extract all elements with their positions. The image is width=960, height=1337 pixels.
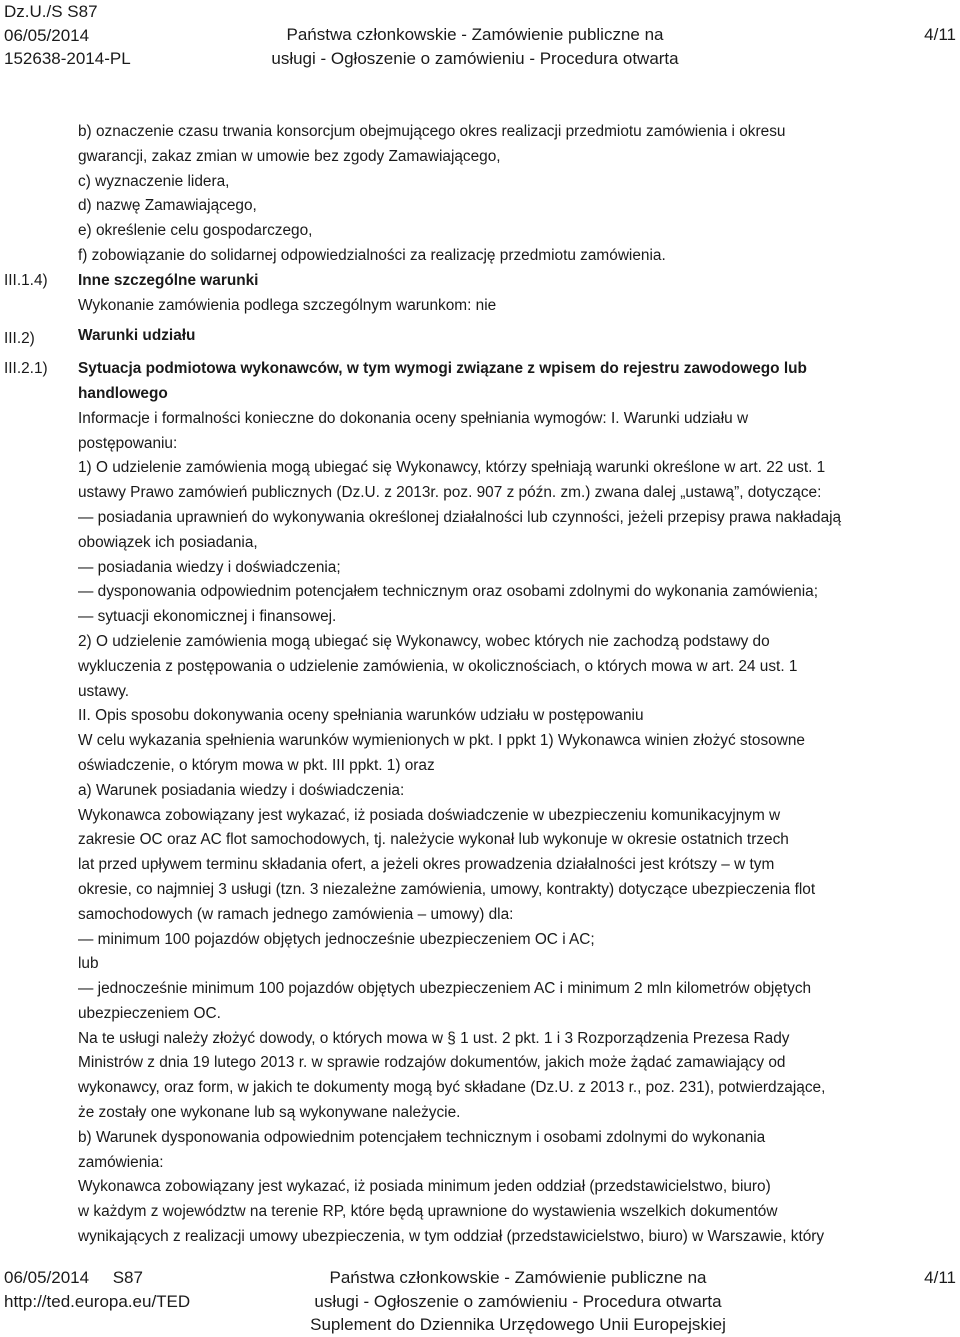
- text-line: 1) O udzielenie zamówienia mogą ubiegać się Wykonawcy, którzy spełniają warunki określone w art. 22 ust. 1: [78, 459, 826, 477]
- text-line: postępowaniu:: [78, 434, 178, 452]
- header-center-line1: Państwa członkowskie - Zamówienie publiczne na: [286, 25, 664, 44]
- text-line: lat przed upływem terminu składania ofert, a jeżeli okres prowadzenia działalności jest krótszy – w tym: [78, 856, 775, 874]
- text-line: okresie, co najmniej 3 usługi (tzn. 3 niezależne zamówienia, umowy, kontrakty) dotyczące ubezpieczenia flot: [78, 880, 816, 898]
- text-line: — sytuacji ekonomicznej i finansowej.: [78, 608, 337, 626]
- section-number-iii14: III.1.4): [4, 272, 48, 289]
- text-line: oświadczenie, o którym mowa w pkt. III ppkt. 1) oraz: [78, 756, 435, 774]
- journal-ref: Dz.U./S S87: [4, 2, 98, 21]
- page-header: [0, 0, 960, 72]
- text-line: — minimum 100 pojazdów objętych jednocześnie ubezpieczeniem OC i AC;: [78, 930, 595, 948]
- footer-date-issue: 06/05/2014 S87: [4, 1268, 143, 1287]
- header-date: 06/05/2014: [4, 25, 90, 45]
- text-line: — jednocześnie minimum 100 pojazdów objętych ubezpieczeniem AC i minimum 2 mln kilometrów objętych: [78, 980, 812, 998]
- header-page-number: 4/11: [924, 25, 956, 44]
- text-line: wynikających z realizacji umowy ubezpieczenia, w tym oddział (przedstawicielstwo, biuro) w Warszawie, który: [78, 1228, 825, 1246]
- text-line: wykluczenia z postępowania o udzielenie zamówienia, w okolicznościach, o których mowa w art. 24 ust. 1: [78, 657, 798, 675]
- footer-center-line2: usługi - Ogłoszenie o zamówieniu - Procedura otwarta: [314, 1291, 722, 1311]
- text-line: Wykonawca zobowiązany jest wykazać, iż posiada minimum jeden oddział (przedstawicielstwo, biuro): [78, 1178, 771, 1196]
- section-number-iii21: III.2.1): [4, 360, 48, 377]
- text-line: ustawy.: [78, 682, 130, 700]
- notice-ref: 152638-2014-PL: [4, 49, 131, 68]
- text-line: zamówienia:: [78, 1153, 164, 1171]
- text-line: c) wyznaczenie lidera,: [78, 172, 230, 190]
- document-body: [78, 120, 958, 1250]
- footer-center-line1: Państwa członkowskie - Zamówienie publiczne na: [329, 1268, 707, 1287]
- text-line: d) nazwę Zamawiającego,: [78, 197, 257, 215]
- section-title-participation: Warunki udziału: [78, 327, 196, 345]
- section-title-situation-cont: handlowego: [78, 384, 168, 402]
- text-line: Na te usługi należy złożyć dowody, o których mowa w § 1 ust. 2 pkt. 1 i 3 Rozporządzenia Prezesa Rady: [78, 1029, 790, 1047]
- text-line: b) oznaczenie czasu trwania konsorcjum obejmującego okres realizacji przedmiotu zamówienia i okresu: [78, 123, 786, 140]
- text-line: 2) O udzielenie zamówienia mogą ubiegać się Wykonawcy, wobec których nie zachodzą podstawy do: [78, 632, 770, 650]
- text-line: Ministrów z dnia 19 lutego 2013 r. w sprawie rodzajów dokumentów, jakich może żądać zamawiający od: [78, 1054, 786, 1072]
- text-line: f) zobowiązanie do solidarnej odpowiedzialności za realizację przedmiotu zamówienia.: [78, 246, 666, 264]
- text-line: — posiadania uprawnień do wykonywania określonej działalności lub czynności, jeżeli przepisy prawa nakładają: [78, 508, 842, 526]
- section-title-other-conditions: Inne szczególne warunki: [78, 271, 259, 289]
- ted-link[interactable]: http://ted.europa.eu/TED: [4, 1291, 191, 1311]
- text-line: zakresie OC oraz AC flot samochodowych, tj. należycie wykonał lub wykonuje w okresie ostatnich trzech: [78, 831, 789, 849]
- section-title-situation: Sytuacja podmiotowa wykonawców, w tym wymogi związane z wpisem do rejestru zawodowego lub: [78, 360, 807, 378]
- situation-body: [78, 407, 958, 1250]
- text-line: ustawy Prawo zamówień publicznych (Dz.U. z 2013r. poz. 907 z późn. zm.) zwana dalej „ustawą”, dotyczące:: [78, 484, 822, 502]
- text-line: — posiadania wiedzy i doświadczenia;: [78, 558, 341, 576]
- text-line: — dysponowania odpowiednim potencjałem technicznym oraz osobami zdolnymi do wykonania zamówienia;: [78, 583, 818, 601]
- text-line: a) Warunek posiadania wiedzy i doświadczenia:: [78, 781, 405, 799]
- text-line: wykonawcy, oraz form, w jakich te dokumenty mogą być składane (Dz.U. z 2013 r., poz. 231), potwierdzające,: [78, 1079, 826, 1097]
- text-line: w każdym z województw na terenie RP, które będą uprawnione do wystawienia wszelkich dokumentów: [78, 1203, 778, 1221]
- other-conditions-text: Wykonanie zamówienia podlega szczególnym warunkom: nie: [78, 296, 497, 314]
- text-line: lub: [78, 955, 99, 973]
- footer-center-line3: Suplement do Dziennika Urzędowego Unii Europejskiej: [310, 1315, 726, 1334]
- text-line: Informacje i formalności konieczne do dokonania oceny spełniania wymogów: I. Warunki udziału w: [78, 409, 749, 427]
- footer-left: [4, 1266, 190, 1313]
- section-number-iii2: III.2): [4, 330, 35, 347]
- text-line: że zostały one wykonane lub są wykonywane należycie.: [78, 1104, 461, 1122]
- consortium-list: [78, 120, 958, 269]
- header-center: [240, 23, 710, 70]
- text-line: II. Opis sposobu dokonywania oceny spełniania warunków udziału w postępowaniu: [78, 707, 644, 725]
- header-left: [4, 0, 131, 71]
- text-line: W celu wykazania spełnienia warunków wymienionych w pkt. I ppkt 1) Wykonawca winien złożyć stosowne: [78, 732, 805, 750]
- text-line: obowiązek ich posiadania,: [78, 533, 258, 551]
- text-line: Wykonawca zobowiązany jest wykazać, iż posiada doświadczenie w ubezpieczeniu komunikacyjnym w: [78, 806, 781, 824]
- footer-page-number: 4/11: [924, 1268, 956, 1287]
- header-center-line2: usługi - Ogłoszenie o zamówieniu - Procedura otwarta: [271, 48, 679, 68]
- footer-center: [240, 1266, 796, 1337]
- text-line: gwarancji, zakaz zmian w umowie bez zgody Zamawiającego,: [78, 147, 501, 165]
- text-line: ubezpieczeniem OC.: [78, 1004, 221, 1022]
- text-line: samochodowych (w ramach jednego zamówienia – umowy) dla:: [78, 905, 514, 923]
- page-footer: [0, 1262, 960, 1334]
- text-line: e) określenie celu gospodarczego,: [78, 222, 313, 240]
- text-line: b) Warunek dysponowania odpowiednim potencjałem technicznym i osobami zdolnymi do wykonania: [78, 1128, 766, 1146]
